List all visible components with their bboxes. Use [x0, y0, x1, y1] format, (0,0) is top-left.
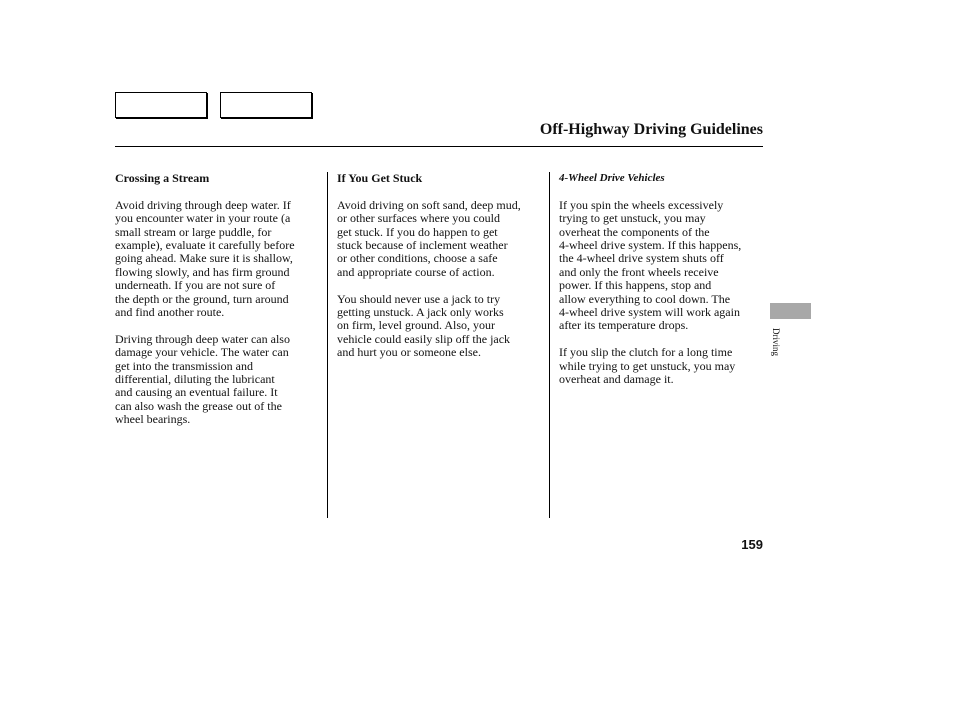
text-line: and find another route.	[115, 305, 225, 320]
column-divider	[327, 172, 328, 518]
paragraph	[559, 346, 765, 386]
section-heading: Crossing a Stream	[115, 171, 210, 185]
page-title: Off-Highway Driving Guidelines	[539, 121, 763, 138]
section-heading: If You Get Stuck	[337, 171, 423, 185]
text-line: allow everything to cool down. The	[559, 291, 731, 306]
text-line: Driving through deep water can also	[115, 331, 290, 346]
text-line: Avoid driving through deep water. If	[115, 197, 291, 212]
text-line: underneath. If you are not sure of	[115, 278, 276, 293]
text-line: you encounter water in your route (a	[115, 211, 291, 226]
text-line: You should never use a jack to try	[337, 291, 501, 306]
text-line: can also wash the grease out of the	[115, 398, 282, 413]
text-line: the depth or the ground, turn around	[115, 291, 289, 306]
section-label: Driving	[771, 328, 781, 356]
text-line: power. If this happens, stop and	[559, 278, 712, 293]
text-line: flowing slowly, and has firm ground	[115, 264, 290, 279]
text-line: 4-wheel drive system. If this happens,	[559, 238, 742, 253]
text-line: and appropriate course of action.	[337, 264, 495, 279]
title-rule	[115, 146, 763, 147]
column-four-wheel-drive	[559, 172, 765, 386]
column-crossing-stream	[115, 172, 321, 427]
paragraph	[559, 199, 765, 333]
text-line: going ahead. Make sure it is shallow,	[115, 251, 293, 266]
text-line: wheel bearings.	[115, 412, 191, 427]
text-line: If you spin the wheels excessively	[559, 197, 724, 212]
paragraph	[337, 199, 543, 279]
paragraph	[115, 333, 321, 427]
page-number: 159	[741, 537, 763, 552]
text-line: trying to get unstuck, you may	[559, 211, 706, 226]
text-line: overheat and damage it.	[559, 372, 674, 387]
text-line: or other surfaces where you could	[337, 211, 500, 226]
text-line: or other conditions, choose a safe	[337, 251, 498, 266]
text-line: the 4-wheel drive system shuts off	[559, 251, 724, 266]
text-line: example), evaluate it carefully before	[115, 238, 295, 253]
text-line: and hurt you or someone else.	[337, 345, 481, 360]
subsection-heading: 4-Wheel Drive Vehicles	[559, 172, 665, 184]
paragraph	[337, 293, 543, 360]
column-divider	[549, 172, 550, 518]
nav-box-next[interactable]	[220, 92, 312, 118]
text-line: getting unstuck. A jack only works	[337, 305, 504, 320]
text-line: and causing an eventual failure. It	[115, 385, 278, 400]
text-line: overheat the components of the	[559, 224, 710, 239]
text-line: while trying to get unstuck, you may	[559, 358, 736, 373]
text-line: Avoid driving on soft sand, deep mud,	[337, 197, 521, 212]
text-line: stuck because of inclement weather	[337, 238, 508, 253]
text-line: on firm, level ground. Also, your	[337, 318, 495, 333]
text-line: If you slip the clutch for a long time	[559, 345, 733, 360]
text-line: damage your vehicle. The water can	[115, 345, 289, 360]
text-line: vehicle could easily slip off the jack	[337, 331, 511, 346]
text-line: differential, diluting the lubricant	[115, 372, 275, 387]
text-line: get into the transmission and	[115, 358, 253, 373]
text-line: and only the front wheels receive	[559, 264, 719, 279]
text-line: small stream or large puddle, for	[115, 224, 272, 239]
nav-box-previous[interactable]	[115, 92, 207, 118]
text-line: get stuck. If you do happen to get	[337, 224, 498, 239]
text-line: 4-wheel drive system will work again	[559, 305, 740, 320]
paragraph	[115, 199, 321, 320]
section-tab-driving[interactable]	[770, 303, 811, 319]
text-line: after its temperature drops.	[559, 318, 689, 333]
column-if-stuck	[337, 172, 543, 360]
